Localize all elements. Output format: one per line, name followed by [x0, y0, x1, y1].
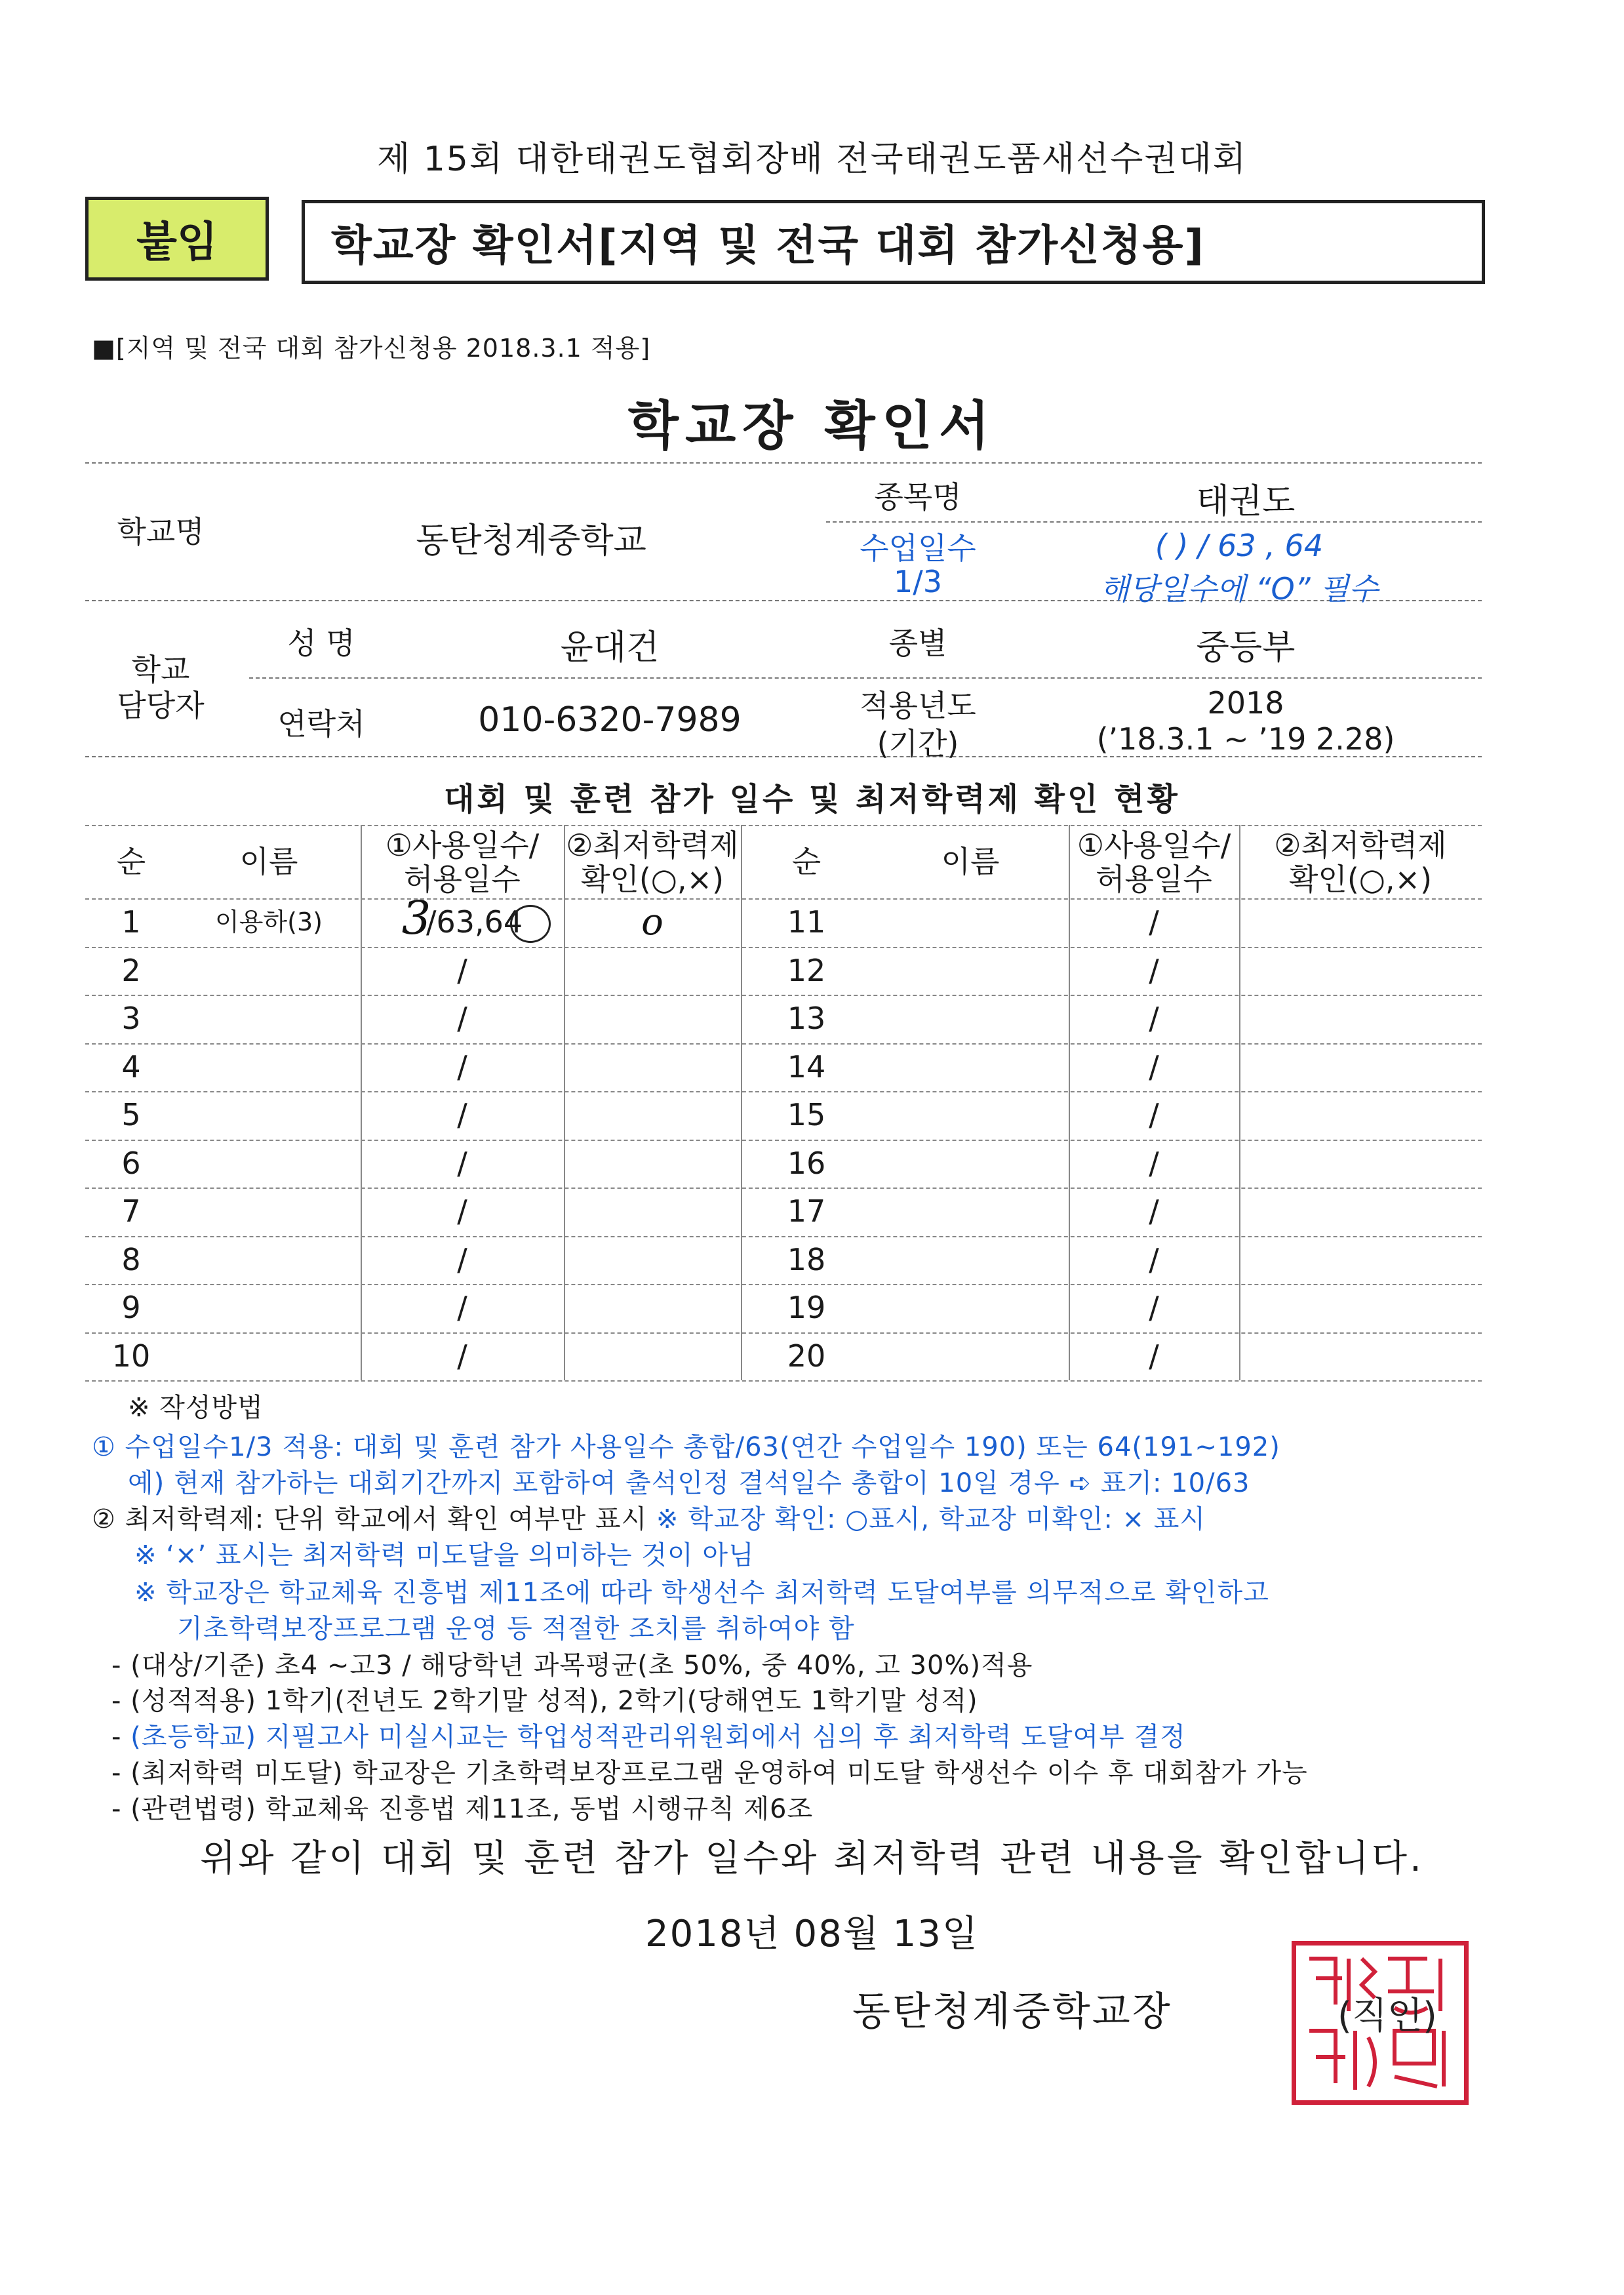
grade-mark	[564, 1140, 741, 1188]
seal-label: (직인)	[1337, 1995, 1437, 2037]
allowed-days: /	[1149, 952, 1159, 988]
participation-table	[85, 825, 1482, 1380]
header-grade: ②최저학력제	[566, 828, 739, 863]
class-days-note: 해당일수에 “O” 필수	[1099, 571, 1379, 607]
row-number: 6	[121, 1145, 141, 1181]
allowed-days: /	[1149, 904, 1159, 940]
allowed-days: /	[457, 1338, 467, 1374]
class-days-ratio: 1/3	[893, 564, 943, 599]
allowed-days: /	[1149, 1097, 1159, 1132]
row-number: 10	[111, 1338, 151, 1374]
instruction-line: - (관련법령) 학교체육 진흥법 제11조, 동법 시행규칙 제6조	[111, 1794, 814, 1824]
sport-value: 태권도	[1196, 482, 1296, 521]
allowed-days: /63,64	[426, 904, 523, 940]
header-grade: ②최저학력제	[1274, 828, 1447, 863]
instructions-heading: ※ 작성방법	[128, 1393, 264, 1423]
row-number: 16	[787, 1145, 826, 1181]
allowed-days: /	[1149, 1338, 1159, 1374]
document-heading: 학교장 확인서[지역 및 전국 대회 참가신청용]	[302, 200, 1485, 284]
instruction-line	[111, 1716, 1186, 1753]
divider	[85, 462, 1482, 464]
athlete-name	[177, 1140, 361, 1188]
grade-mark	[564, 1236, 741, 1285]
athlete-name	[177, 995, 361, 1043]
category-value: 중등부	[1196, 628, 1296, 668]
allowed-days: /	[457, 952, 467, 988]
instruction-text: ② 최저학력제: 단위 학교에서 확인 여부만 표시	[92, 1504, 656, 1534]
year-period: (’18.3.1 ~ ’19 2.28)	[1096, 721, 1395, 757]
allowed-days: /	[457, 1001, 467, 1036]
row-number: 8	[121, 1241, 141, 1277]
instruction-line: ※ ‘×’ 표시는 최저학력 미도달을 의미하는 것이 아님	[134, 1540, 755, 1570]
year-label-period: (기간)	[877, 726, 959, 761]
allowed-days: /	[1149, 1048, 1159, 1085]
allowed-days: /	[457, 1193, 467, 1229]
athlete-name	[177, 1187, 361, 1236]
event-title: 제 15회 대한태권도협회장배 전국태권도품새선수권대회	[376, 140, 1248, 179]
signer: 동탄청계중학교장	[852, 1989, 1172, 2035]
row-number: 15	[787, 1097, 826, 1132]
class-days-value: ( ) / 63 , 64	[1155, 528, 1324, 563]
table-title: 대회 및 훈련 참가 일수 및 최저학력제 확인 현황	[444, 781, 1180, 818]
attachment-badge: 붙임	[85, 197, 269, 281]
athlete-name	[177, 1332, 361, 1381]
instruction-line: 기초학력보장프로그램 운영 등 적절한 조치를 취하여야 함	[177, 1614, 855, 1644]
header-days-sub: 허용일수	[404, 862, 521, 897]
row-number: 18	[787, 1241, 826, 1277]
row-number: 9	[121, 1290, 141, 1325]
date: 2018년 08월 13일	[645, 1913, 979, 1955]
class-days-label: 수업일수	[860, 530, 976, 566]
allowed-days: /	[457, 1290, 467, 1325]
athlete-name	[177, 947, 361, 995]
confirmation-statement: 위와 같이 대회 및 훈련 참가 일수와 최저학력 관련 내용을 확인합니다.	[200, 1837, 1424, 1880]
instruction-text: ※ 학교장 확인: ○표시, 학교장 미확인: × 표시	[656, 1504, 1206, 1534]
divider	[249, 677, 1482, 679]
contact-value: 010-6320-7989	[478, 700, 742, 740]
grade-mark	[564, 995, 741, 1043]
header-days: ①사용일수/	[385, 828, 540, 863]
allowed-days: /	[457, 1097, 467, 1132]
header-grade-sub: 확인(○,×)	[1288, 862, 1433, 897]
row-number: 20	[787, 1338, 826, 1374]
row-number: 12	[787, 952, 826, 988]
category-label: 종별	[888, 626, 947, 661]
instruction-line: ① 수업일수1/3 적용: 대회 및 훈련 참가 사용일수 총합/63(연간 수업일수 190) 또는 64(191~192)	[92, 1432, 1280, 1462]
grade-mark	[564, 1187, 741, 1236]
athlete-name	[177, 1236, 361, 1285]
row-number: 11	[787, 904, 826, 940]
header-no: 순	[791, 844, 822, 879]
contact-label: 연락처	[277, 706, 365, 742]
page-title: 학교장 확인서	[627, 395, 997, 456]
instruction-line: ※ 학교장은 학교체육 진흥법 제11조에 따라 학생선수 최저학력 도달여부를 의무적으로 확인하고	[134, 1578, 1269, 1608]
row-number: 14	[787, 1048, 826, 1085]
instruction-line	[92, 1498, 1206, 1536]
instruction-text: (초등학교) 지필고사 미실시교는 학업성적관리위원회에서 심의 후 최저학력 도달여부 결정	[130, 1722, 1186, 1752]
grade-mark	[564, 1043, 741, 1092]
allowed-days: /	[457, 1241, 467, 1277]
instruction-line: 예) 현재 참가하는 대회기간까지 포함하여 출석인정 결석일수 총합이 10일 경우 ➪ 표기: 10/63	[128, 1468, 1250, 1498]
instruction-line: - (성적적용) 1학기(전년도 2학기말 성적), 2학기(당해연도 1학기말 성적)	[111, 1686, 978, 1716]
athlete-name	[177, 1043, 361, 1092]
row-number: 17	[787, 1193, 826, 1229]
grade-mark	[564, 1284, 741, 1332]
name-label: 성 명	[287, 626, 355, 661]
header-days-sub: 허용일수	[1096, 862, 1212, 897]
row-number: 4	[121, 1048, 141, 1085]
header-days: ①사용일수/	[1077, 828, 1231, 863]
instruction-line: - (최저학력 미도달) 학교장은 기초학력보장프로그램 운영하여 미도달 학생선수 이수 후 대회참가 가능	[111, 1758, 1308, 1788]
grade-mark	[564, 1091, 741, 1140]
header-grade-sub: 확인(○,×)	[580, 862, 724, 897]
school-name: 동탄청계중학교	[416, 521, 646, 561]
sport-label: 종목명	[874, 479, 962, 515]
athlete-name	[177, 1091, 361, 1140]
header-no: 순	[116, 844, 146, 879]
header-name: 이름	[239, 844, 298, 879]
selected-circle-icon	[510, 905, 551, 943]
allowed-days: /	[1149, 1001, 1159, 1036]
row-number: 19	[787, 1290, 826, 1325]
row-number: 1	[121, 904, 141, 940]
column-divider	[1239, 825, 1240, 1380]
allowed-days: /	[1149, 1290, 1159, 1325]
year-value: 2018	[1207, 685, 1284, 721]
applicability-note: ■[지역 및 전국 대회 참가신청용 2018.3.1 적용]	[92, 334, 651, 363]
manager-label-2: 담당자	[117, 688, 205, 723]
instruction-text: -	[111, 1722, 131, 1752]
grade-mark: o	[641, 901, 663, 944]
allowed-days: /	[1149, 1193, 1159, 1229]
instruction-line: - (대상/기준) 초4 ~고3 / 해당학년 과목평균(초 50%, 중 40%, 고 30%)적용	[111, 1650, 1033, 1681]
year-label: 적용년도	[860, 688, 976, 723]
row-number: 5	[121, 1097, 141, 1132]
school-label: 학교명	[117, 514, 205, 549]
athlete-name: 이용하(3)	[215, 908, 323, 936]
handwritten-days: 3	[401, 891, 431, 945]
row-number: 2	[121, 952, 141, 988]
row-divider	[85, 1380, 1482, 1382]
allowed-days: /	[1149, 1145, 1159, 1181]
row-number: 7	[121, 1193, 141, 1229]
manager-label-1: 학교	[131, 652, 190, 687]
row-number: 3	[121, 1001, 141, 1036]
header-name: 이름	[941, 844, 1000, 879]
grade-mark	[564, 1332, 741, 1381]
allowed-days: /	[457, 1048, 467, 1085]
allowed-days: /	[457, 1145, 467, 1181]
row-number: 13	[787, 1001, 826, 1036]
manager-name: 윤대건	[560, 628, 660, 668]
allowed-days: /	[1149, 1241, 1159, 1277]
athlete-name	[177, 1284, 361, 1332]
grade-mark	[564, 947, 741, 995]
